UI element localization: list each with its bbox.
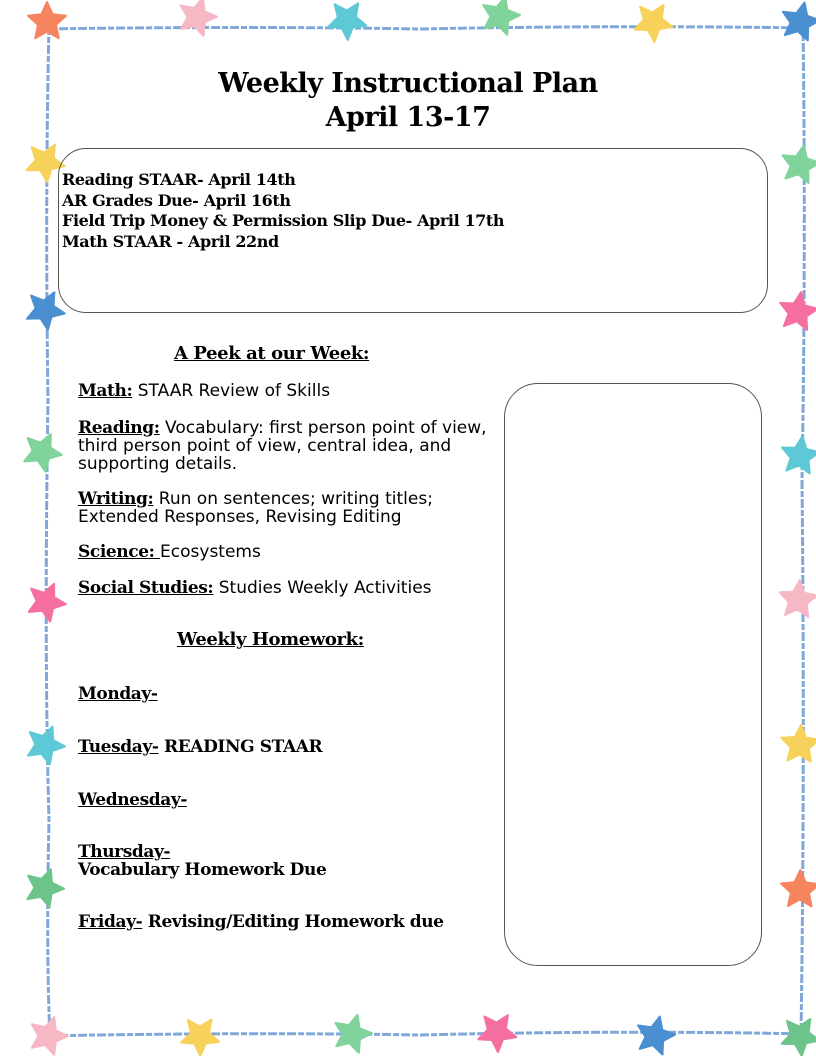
subject-label: Science: [78,542,161,562]
star-icon [635,5,673,42]
star-icon [27,869,64,907]
star-icon [29,584,66,622]
star-icon [783,3,816,41]
homework-monday [78,685,158,703]
subject-science [78,543,498,561]
homework-friday [78,913,444,931]
announcement-item: Math STAAR - April 22nd [62,231,279,251]
day-label: Friday- [78,912,143,932]
star-icon [24,434,62,472]
star-icon [27,292,65,330]
homework-thursday [78,843,326,879]
notes-box [504,383,762,966]
subject-text: Run on sentences; writing titles; Extended Responses, Revising Editing [78,489,433,527]
subject-label: Writing: [78,489,154,509]
day-label: Thursday- [78,842,171,862]
subject-label: Social Studies: [78,578,214,598]
star-icon [328,3,366,40]
subject-label: Math: [78,381,133,401]
homework-tuesday [78,738,322,756]
subject-text: Ecosystems [160,542,261,562]
day-text: READING STAAR [158,737,323,757]
subject-text: STAAR Review of Skills [132,381,331,401]
star-icon [780,292,816,330]
announcements-list [62,170,504,252]
page-subtitle-dates: April 13-17 [325,102,491,133]
star-icon [32,1017,68,1055]
subject-text: Studies Weekly Activities [213,578,432,598]
star-icon [483,0,520,35]
star-icon [783,145,816,183]
subject-social-studies [78,579,498,597]
star-icon [28,727,65,765]
day-text: Vocabulary Homework Due [78,860,327,880]
day-label: Tuesday- [78,737,159,757]
subject-text: Vocabulary: first person point of view, third person point of view, central idea, and supporting details. [78,418,487,474]
announcement-item: Reading STAAR- April 14th [62,170,296,189]
peek-heading: A Peek at our Week: [174,343,370,364]
day-text: Revising/Editing Homework due [142,912,444,932]
subject-label: Reading: [78,418,160,438]
star-icon [782,436,816,473]
subject-writing [78,490,498,526]
subject-math [78,382,498,400]
star-icon [181,0,217,36]
star-icon [782,1019,816,1056]
star-icon [781,870,816,906]
star-icon [780,580,816,617]
announcement-item: AR Grades Due- April 16th [62,190,291,210]
subject-reading [78,419,498,473]
day-label: Monday- [78,684,158,704]
star-icon [781,725,816,762]
star-icon [478,1015,516,1052]
homework-wednesday [78,791,187,809]
day-label: Wednesday- [78,790,187,810]
star-icon [28,2,66,38]
homework-heading: Weekly Homework: [177,629,364,650]
page-title: Weekly Instructional Plan [218,68,598,99]
star-icon [181,1020,219,1056]
star-icon [638,1017,675,1055]
announcement-item: Field Trip Money & Permission Slip Due- April 17th [62,211,505,230]
